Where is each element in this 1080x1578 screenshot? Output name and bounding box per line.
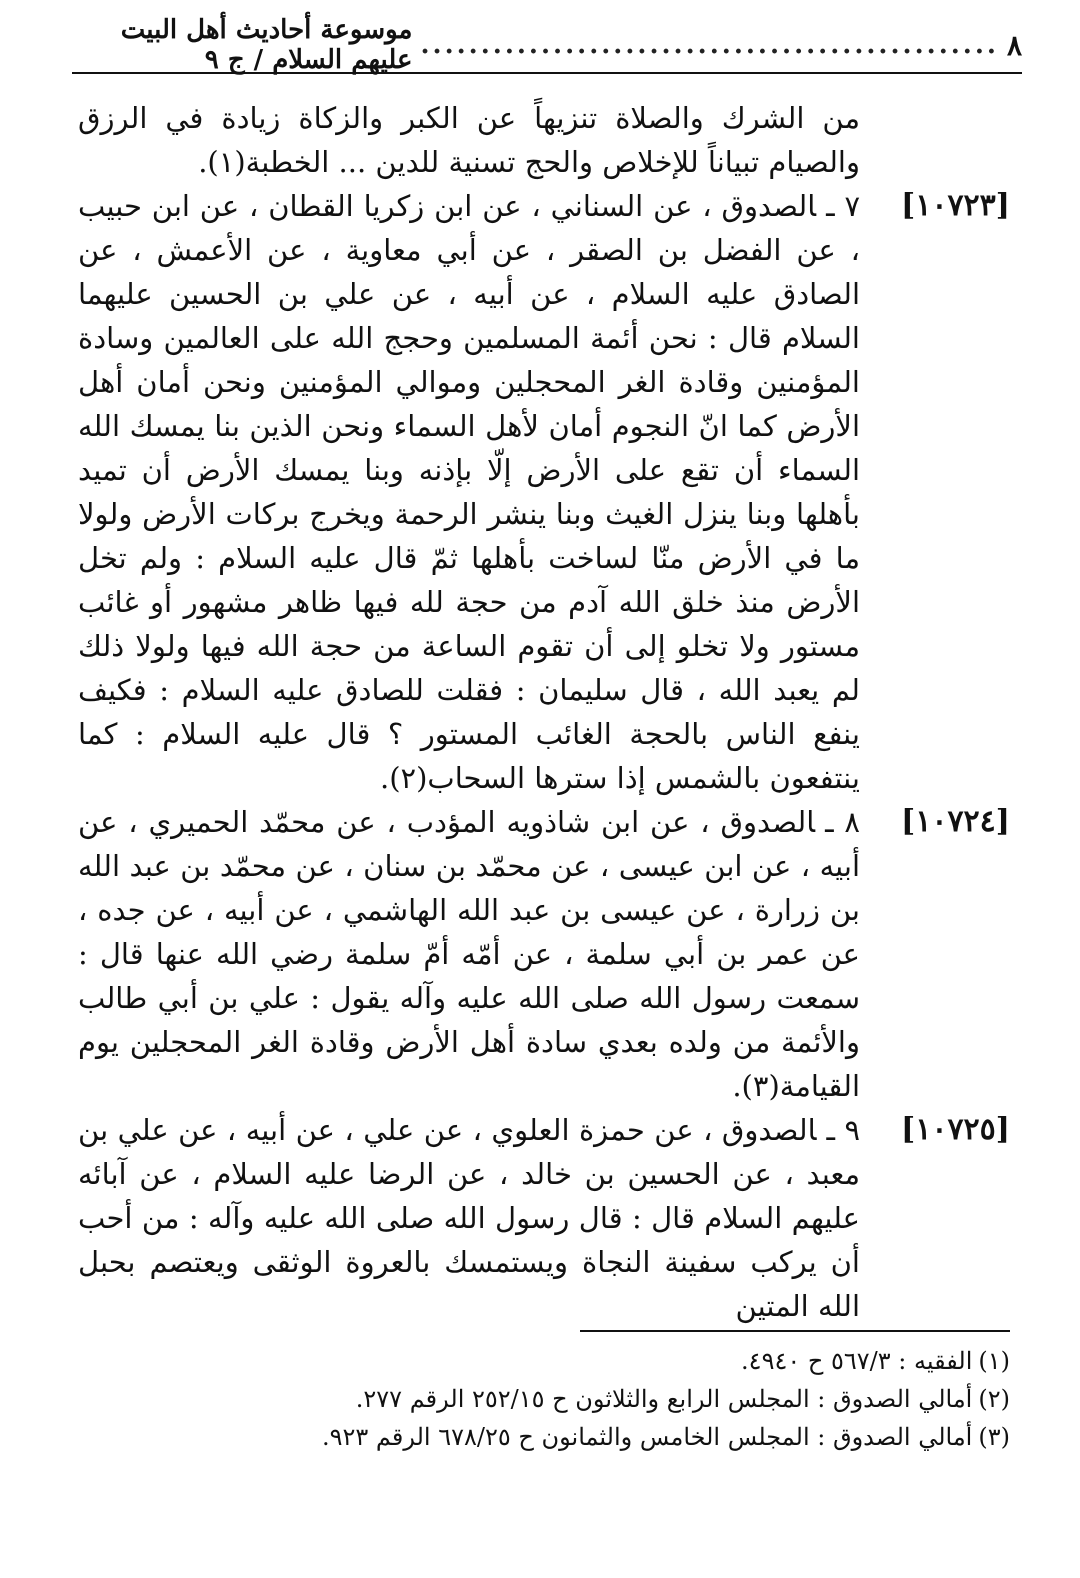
continuation-paragraph: من الشرك والصلاة تنزيهاً عن الكبر والزكاة زيادة في الرزق والصيام تبياناً للإخلاص والحج تسنية للدين ... الخطبة(١). xyxy=(78,101,860,179)
footnote-number: (٣) xyxy=(978,1423,1010,1451)
hadith-text-block xyxy=(78,1108,1010,1328)
page-number: ٨ xyxy=(1006,28,1022,62)
hadith-entry xyxy=(78,800,1010,1108)
footnote xyxy=(200,1418,1010,1456)
hadith-text: الصدوق ، عن السناني ، عن ابن زكريا القطان ، عن ابن حبيب ، عن الفضل بن الصقر ، عن أبي معاوية ، عن الأعمش ، عن الصادق عليه السلام ، عن أبيه ، عن علي بن الحسين عليهما السلام قال : نحن أئمة المسلمين وحجج الله على العالمين وسادة المؤمنين وقادة الغر المحجلين وموالي المؤمنين ونحن أمان أهل الأرض كما انّ النجوم أمان لأهل السماء ونحن الذين بنا يمسك الله السماء أن تقع على الأرض إلّا بإذنه وبنا يمسك الأرض أن تميد بأهلها وبنا ينزل الغيث وبنا ينشر الرحمة ويخرج بركات الأرض ولولا ما في الأرض منّا لساخت بأهلها ثمّ قال عليه السلام : ولم تخل الأرض منذ خلق الله آدم من حجة لله فيها ظاهر مشهور أو غائب مستور ولا تخلو إلى أن تقوم الساعة من حجة الله فيها ولولا ذلك لم يعبد الله ، قال سليمان : فقلت للصادق عليه السلام : فكيف ينفع الناس بالحجة الغائب المستور ؟ قال عليه السلام : كما ينتفعون بالشمس إذا سترها السحاب(٢). xyxy=(78,189,860,795)
footnote-text: أمالي الصدوق : المجلس الخامس والثمانون ح ٦٧٨/٢٥ الرقم ٩٢٣. xyxy=(321,1423,973,1451)
hadith-text-block xyxy=(78,800,1010,1108)
footnote-text: الفقيه : ٥٦٧/٣ ح ٤٩٤٠. xyxy=(741,1347,973,1375)
main-text xyxy=(78,96,1010,1328)
hadith-text: الصدوق ، عن حمزة العلوي ، عن علي ، عن أبيه ، عن علي بن معبد ، عن الحسين بن خالد ، عن الرضا عليه السلام ، عن آبائه عليهم السلام قال : قال رسول الله صلى الله عليه وآله : من أحب أن يركب سفينة النجاة ويستمسك بالعروة الوثقى ويعتصم بحبل الله المتين xyxy=(78,1113,860,1323)
hadith-sequence: ٨ ـ xyxy=(825,805,860,839)
hadith-entry xyxy=(78,1108,1010,1328)
hadith-text: الصدوق ، عن ابن شاذويه المؤدب ، عن محمّد الحميري ، عن أبيه ، عن ابن عيسى ، عن محمّد بن سنان ، عن محمّد بن عبد الله بن زرارة ، عن عيسى بن عبد الله الهاشمي ، عن أبيه ، عن جده ، عن عمر بن أبي سلمة ، عن أمّه أمّ سلمة رضي الله عنها قال : سمعت رسول الله صلى الله عليه وآله يقول : علي بن أبي طالب والأئمة من ولده بعدي سادة أهل الأرض وقادة الغر المحجلين يوم القيامة(٣). xyxy=(78,805,860,1103)
footnote xyxy=(200,1342,1010,1380)
footnote-text: أمالي الصدوق : المجلس الرابع والثلاثون ح ٢٥٢/١٥ الرقم ٢٧٧. xyxy=(355,1385,973,1413)
header-rule xyxy=(72,72,1022,74)
hadith-sequence: ٧ ـ xyxy=(826,189,861,223)
running-header xyxy=(72,15,1022,75)
header-dot-leader: ................................................ xyxy=(420,30,999,60)
hadith-sequence: ٩ ـ xyxy=(826,1113,861,1147)
hadith-entry xyxy=(78,184,1010,800)
footnote-number: (١) xyxy=(978,1347,1010,1375)
footnote-number: (٢) xyxy=(978,1385,1010,1413)
book-title: موسوعة أحاديث أهل البيت عليهم السلام / ج ٩ xyxy=(120,15,413,75)
hadith-text-block xyxy=(78,184,1010,800)
footnotes xyxy=(200,1342,1010,1456)
hadith-number: [١٠٧٢٥] xyxy=(901,1112,1010,1147)
hadith-number: [١٠٧٢٤] xyxy=(901,804,1010,839)
footnote xyxy=(200,1380,1010,1418)
footnote-rule xyxy=(580,1330,1010,1332)
hadith-number: [١٠٧٢٣] xyxy=(901,188,1010,223)
